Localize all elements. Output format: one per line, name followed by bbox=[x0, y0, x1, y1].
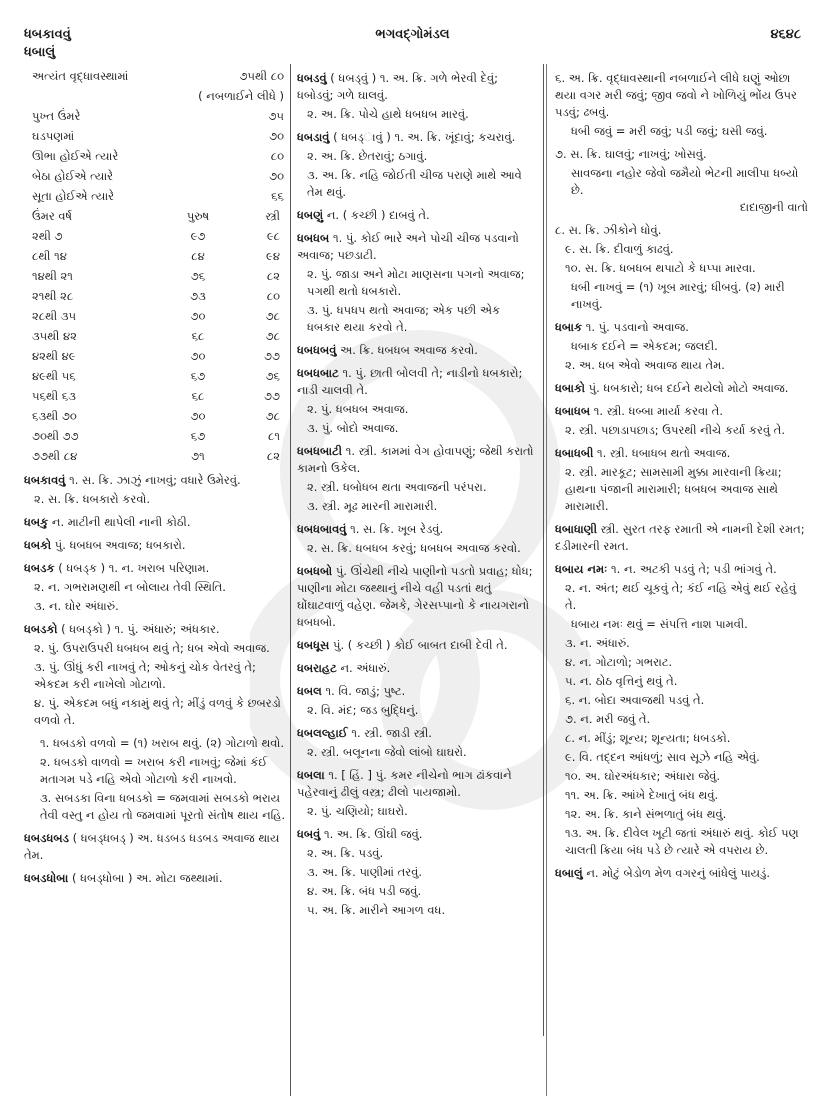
running-title: ભગવદ્ગોમંડલ bbox=[375, 27, 450, 42]
age-label: ઊભા હોઈએ ત્યારે bbox=[32, 148, 119, 163]
page-number: ૪૬૪૮ bbox=[770, 27, 801, 42]
entry-sense: ૧૧. અ. ક્રિ. આંખે દેખાતું બંધ થવું. bbox=[565, 788, 719, 802]
age-value: ૭૫થી ૮૦ bbox=[239, 68, 284, 83]
pulse-table-row bbox=[24, 386, 286, 406]
entry-sense bbox=[297, 106, 536, 123]
pulse-cell: ૬૭ bbox=[190, 428, 206, 443]
dictionary-entry bbox=[555, 146, 808, 216]
entry-sense bbox=[297, 230, 536, 264]
pulse-cell: ૭૧ bbox=[191, 448, 205, 463]
entry-sense bbox=[297, 167, 536, 201]
definition-text: ૧. વિ. જાડું; પુષ્ટ. bbox=[325, 684, 406, 698]
headword: ધબકો bbox=[24, 538, 52, 552]
dictionary-entry bbox=[24, 537, 286, 554]
dictionary-entry bbox=[297, 70, 536, 123]
definition-text: ૩. પું. બોદો અવાજ. bbox=[307, 421, 399, 435]
entry-sense bbox=[555, 241, 808, 258]
entry-sense bbox=[297, 401, 536, 418]
pulse-cell: ૭૭ bbox=[264, 348, 280, 363]
definition-text: ( ધબડ્વું ) ૧. અ. ક્રિ. ગળે ભેરવી દેવું; ધબોડવું; ગળે ઘાલવું. bbox=[297, 71, 498, 102]
pulse-cell: ૬૩થી ૭૦ bbox=[32, 408, 77, 423]
headword: ધબધબો bbox=[297, 564, 333, 578]
dictionary-entry bbox=[297, 207, 536, 224]
definition-text: ૨. અ. ક્રિ. છેતરાવું; ઠગાવું. bbox=[307, 149, 428, 163]
age-value: ૬૬ bbox=[271, 188, 284, 203]
pulse-cell: ૬૮ bbox=[191, 388, 205, 403]
pulse-cell: ૮૧ bbox=[268, 428, 280, 443]
definition-text: ૮. સ. ક્રિ. ઝીકોને ધોવું. bbox=[555, 223, 662, 237]
quote-source: દાદાજીની વાતો bbox=[739, 200, 808, 214]
definition-text: પું. ધબધબ અવાજ; ધબકારો. bbox=[54, 538, 186, 552]
pulse-cell: ૬૭ bbox=[190, 368, 206, 383]
definition-text: ૨. પું. ચણિયો; ઘાઘરો. bbox=[307, 804, 408, 818]
definition-text: ૧. સ્ત્રી. જાડી સ્ત્રી. bbox=[351, 726, 432, 740]
age-label: સૂતા હોઈએ ત્યારે bbox=[32, 188, 115, 203]
headword: ધબધબવું bbox=[297, 343, 337, 357]
pulse-cell: ૬૮ bbox=[191, 328, 205, 343]
definition-text: ૩. ન. ઘોર અંધારું. bbox=[34, 599, 119, 613]
definition-text: ૪. અ. ક્રિ. બંધ પડી જવું. bbox=[307, 884, 422, 898]
entry-sense bbox=[24, 472, 286, 489]
definition-text: પું. ધબકારો; ધબ દઈને થયેલો મોટો અવાજ. bbox=[588, 381, 789, 395]
age-row bbox=[24, 106, 286, 126]
dictionary-entry bbox=[24, 830, 286, 864]
entry-sense bbox=[24, 870, 286, 887]
definition-text: ( ધબડ્ધબડ્ ) અ. ધડબડ ધડબડ અવાજ થાય તેમ. bbox=[24, 831, 280, 862]
pulse-cell: ૮૪ bbox=[191, 248, 205, 263]
definition-text: ૧. સ્ત્રી. ધબાધબ થતો અવાજ. bbox=[597, 446, 731, 460]
entry-sense bbox=[555, 445, 808, 462]
entry-sense: ૨. અ. ધબ એવો અવાજ થાય તેમ. bbox=[565, 358, 725, 372]
definition-text: ન. ( કચ્છી ) દાબવું તે. bbox=[326, 208, 430, 222]
age-value: ( નબળાઈને લીધે ) bbox=[198, 88, 284, 103]
headword: ધબડવું bbox=[297, 71, 327, 85]
entry-sense bbox=[297, 266, 536, 300]
idiom-phrase: ૨. ધબડકો વાળવો = ખરાબ કરી નાખવું; જેમાં કંઈ મતાગમ પડે નહિ એવો ગોટાળો કરી નાખવો. bbox=[40, 755, 268, 786]
headword: ધબધબાટી bbox=[297, 444, 343, 458]
entry-sense bbox=[297, 302, 536, 336]
column-3 bbox=[546, 64, 808, 1096]
entry-sense bbox=[297, 563, 536, 631]
entry-sense bbox=[24, 514, 286, 531]
pulse-cell: ૭૦થી ૭૭ bbox=[32, 428, 79, 443]
entry-sense bbox=[297, 443, 536, 477]
pulse-table-row bbox=[24, 446, 286, 466]
pulse-table-row bbox=[24, 266, 286, 286]
age-row bbox=[24, 146, 286, 166]
entry-sense bbox=[555, 222, 808, 239]
definition-text: ૨. પું. ધબધબ અવાજ. bbox=[307, 402, 409, 416]
definition-text: ૧. સ્ત્રી. કામમાં વેગ હોવાપણું; જેથી કરાતો કામનો ઉકેલ. bbox=[297, 444, 534, 475]
column-header: પુરુષ bbox=[186, 208, 210, 223]
dictionary-entry bbox=[24, 514, 286, 531]
entry-sense bbox=[555, 260, 808, 277]
definition-text: ૨. પું. ઉપરાઉપરી ધબધબ થવું તે; ધબ એવો અવાજ. bbox=[34, 641, 270, 655]
definition-text: ૧. પું. કોઈ ભારે અને પોચી ચીજ પડવાનો અવાજ; પછડાટી. bbox=[297, 231, 519, 262]
dictionary-entry bbox=[297, 230, 536, 336]
headword: ધબાધાણી bbox=[555, 522, 597, 536]
age-label: પુખ્ત ઉંમરે bbox=[32, 108, 81, 123]
headword: ધબડધોબા bbox=[24, 871, 69, 885]
entry-sense: ૮. ન. મીંડું; શૂન્ય; શૂન્યતા; ધબડકો. bbox=[565, 731, 731, 745]
headword: ધબલ bbox=[297, 684, 322, 698]
dictionary-entry bbox=[297, 725, 536, 761]
entry-sense bbox=[297, 521, 536, 538]
pulse-table-row bbox=[24, 326, 286, 346]
definition-text: ૨. અ. ક્રિ. પોચે હાથે ધબધબ મારવું. bbox=[307, 107, 469, 121]
definition-text: ૧. પું. પડવાનો અવાજ. bbox=[585, 320, 689, 334]
headword: ધબડક bbox=[24, 561, 55, 575]
entry-sense bbox=[297, 365, 536, 399]
definition-text: ૧. ન. અટકી પડવું તે; પડી ભાંગવું તે. bbox=[611, 562, 777, 576]
entry-sense bbox=[555, 319, 808, 336]
dictionary-entry bbox=[297, 660, 536, 677]
dictionary-entry bbox=[297, 826, 536, 919]
pulse-table-row bbox=[24, 346, 286, 366]
pulse-cell: ૭૦ bbox=[190, 408, 206, 423]
pulse-cell: ૪૨થી ૪૯ bbox=[32, 348, 76, 363]
column-header: ઉંમર વર્ષ bbox=[32, 208, 73, 223]
dictionary-entry bbox=[24, 472, 286, 508]
entry-sense bbox=[297, 725, 536, 742]
definition-text: ૨. સ્ત્રી. મારકૂટ; સામસામી મુક્કા મારવાની ક્રિયા; હાથના પંજાની મારામારી; ધબધબ અવાજ સાથે મારામારી. bbox=[565, 465, 782, 513]
pulse-table-row bbox=[24, 366, 286, 386]
entry-sense bbox=[24, 640, 286, 657]
definition-text: પું. ( કચ્છી ) કોઈ બાબત દાબી દેવી તે. bbox=[333, 638, 508, 652]
headword: ધબાધબ bbox=[555, 404, 591, 418]
entry-sense bbox=[24, 560, 286, 577]
definition-text: ( ધબડ્ક ) ૧. ન. ખરાબ પરિણામ. bbox=[58, 561, 210, 575]
quote-text: સાવજના નહોર જેવો જમૈયો ભેટની માલીપા ધબ્યો છે. bbox=[571, 166, 799, 197]
headword: ધબાક bbox=[555, 320, 583, 334]
column-2 bbox=[290, 64, 536, 1096]
entry-sense bbox=[297, 902, 536, 919]
entry-sense bbox=[297, 702, 536, 719]
idiom-phrase: ૧. ધબડકો વળવો = (૧) ખરાબ થવું. (૨) ગોટાળો થવો. bbox=[40, 736, 285, 750]
dictionary-entry bbox=[297, 683, 536, 719]
definition-text: ૩. પું. ધપધપ થતો અવાજ; એક પછી એક ધબકાર થયા કરવો તે. bbox=[307, 303, 501, 334]
pulse-table-header bbox=[24, 206, 286, 226]
entry-sense bbox=[297, 207, 536, 224]
entry-sense: ૧૩. અ. ક્રિ. દીવેલ ખૂટી જતાં અંધારું થવું. કોઈ પણ ચાલતી ક્રિયા બંધ પડે છે ત્યારે એ વપરાય છે. bbox=[565, 826, 799, 857]
dictionary-entry bbox=[24, 560, 286, 615]
definition-text: ૭. સ. ક્રિ. ઘાલવું; નાખવું; ખોસવું. bbox=[555, 147, 707, 161]
headword: ધબકુ bbox=[24, 515, 49, 529]
dictionary-entry bbox=[555, 403, 808, 439]
definition-text: ૧. સ. ક્રિ. ખૂબ રેડવું. bbox=[350, 522, 444, 536]
headword: ધબધબ bbox=[297, 231, 330, 245]
age-label bbox=[24, 86, 164, 106]
entry-sense bbox=[297, 342, 536, 359]
pulse-cell: ૭૩ bbox=[190, 288, 206, 303]
entry-sense bbox=[297, 826, 536, 843]
dictionary-entry bbox=[555, 380, 808, 397]
dictionary-entry bbox=[555, 70, 808, 140]
pulse-table-row bbox=[24, 426, 286, 446]
age-label: અત્યંત વૃદ્ધાવસ્થામાં bbox=[32, 68, 129, 83]
pulse-cell: ૭૦ bbox=[190, 308, 206, 323]
guide-word-first: ધબકાવવું bbox=[24, 27, 71, 42]
pulse-cell: ૭૮ bbox=[265, 328, 280, 343]
headword: ધબલા bbox=[297, 768, 325, 782]
dictionary-entry bbox=[297, 767, 536, 820]
pulse-table-row bbox=[24, 246, 286, 266]
definition-text: ૨. સ. ક્રિ. ધબકારો કરવો. bbox=[34, 492, 151, 506]
pulse-cell: ૪૯થી ૫૬ bbox=[32, 368, 76, 383]
pulse-cell: ૭૭ bbox=[264, 388, 280, 403]
definition-text: ન. અંધારું. bbox=[340, 661, 391, 675]
pulse-cell: ૭૭થી ૮૪ bbox=[32, 448, 78, 463]
age-row bbox=[24, 166, 286, 186]
definition-text: ( ધબડ્ાવું ) ૧. અ. ક્રિ. ખૂંદાવું; કચરાવું. bbox=[333, 130, 516, 144]
definition-text: ન. મોટું બેડોળ મેળ વગરનું બાંધેલું પાયડું. bbox=[586, 866, 771, 880]
dictionary-entry bbox=[297, 521, 536, 557]
pulse-table-row bbox=[24, 306, 286, 326]
entry-sense bbox=[297, 70, 536, 104]
entry-sense bbox=[555, 380, 808, 397]
definition-text: ૧. [ હિં. ] પું. કમર નીચેનો ભાગ ઢાંકવાને પહેરવાનું ઢીલું વસ્ત્ર; ઢીલો પાયજામો. bbox=[297, 768, 512, 799]
headword: ધબકાવવું bbox=[24, 473, 66, 487]
entry-sense bbox=[297, 660, 536, 677]
pulse-cell: ૯૮ bbox=[266, 228, 280, 243]
column-divider bbox=[543, 64, 544, 1036]
age-label: ઘડપણમાં bbox=[32, 128, 75, 143]
entry-sense bbox=[555, 422, 808, 439]
age-value: ૭૫ bbox=[268, 108, 284, 123]
headword: ધબધૂસ bbox=[297, 638, 330, 652]
age-pulse-table bbox=[24, 66, 286, 466]
entry-sense bbox=[297, 129, 536, 146]
definition-text: ૩. અ. ક્રિ. પાણીમાં તરવું. bbox=[307, 865, 423, 879]
age-value: ૭૦ bbox=[269, 128, 284, 143]
dictionary-entry bbox=[297, 129, 536, 201]
entry-sense bbox=[24, 830, 286, 864]
age-row bbox=[24, 126, 286, 146]
dictionary-entry bbox=[555, 521, 808, 555]
definition-text: અ. ક્રિ. ધબધબ અવાજ કરવો. bbox=[340, 343, 478, 357]
definition-text: ૨. સ્ત્રી. પછાડાપછાડ; ઉપરથી નીચે કર્યા કરવું તે. bbox=[565, 423, 786, 437]
pulse-cell: ૮થી ૧૪ bbox=[32, 248, 67, 263]
headword: ધબડાવું bbox=[297, 130, 330, 144]
dictionary-entry bbox=[555, 445, 808, 515]
definition-text: ૨. અ. ક્રિ. પડવું. bbox=[307, 846, 384, 860]
pulse-cell: ૨૧થી ૨૮ bbox=[32, 288, 74, 303]
definition-text: ૧. સ્ત્રી. ધબ્બા માર્યા કરવા તે. bbox=[593, 404, 723, 418]
definition-text: ૩. સ્ત્રી. મૂઢ મારની મારામારી. bbox=[307, 499, 438, 513]
entry-sense: ૩. ન. અંધારું. bbox=[565, 636, 630, 650]
entry-sense bbox=[555, 865, 808, 882]
headword: ધબણું bbox=[297, 208, 324, 222]
definition-text: ૪. પું. એકદમ બધું નકામું થવું તે; મીંડું વળવું કે છબરડો વળવો તે. bbox=[34, 696, 281, 727]
entry-sense bbox=[555, 464, 808, 515]
pulse-table-row bbox=[24, 286, 286, 306]
pulse-cell: ૨થી ૭ bbox=[32, 228, 63, 243]
column-1 bbox=[24, 64, 286, 1096]
entry-sense: ૫. ન. ઠોઠ વૃત્તિનું થવું તે. bbox=[565, 674, 678, 688]
entry-sense bbox=[24, 491, 286, 508]
dictionary-entry bbox=[555, 865, 808, 882]
entry-sense: ૪. ન. ગોટાળો; ગભરાટ. bbox=[565, 655, 673, 669]
age-value: ૮૦ bbox=[270, 148, 284, 163]
dictionary-entry bbox=[297, 365, 536, 437]
pulse-cell: ૩૫થી ૪૨ bbox=[32, 328, 77, 343]
dictionary-entry bbox=[24, 870, 286, 887]
entry-sense bbox=[297, 148, 536, 165]
entry-sense bbox=[297, 883, 536, 900]
headword: ધબલલ્હાઈ bbox=[297, 726, 348, 740]
idiom-phrase: ધબાક દઈને = એકદમ; જલદી. bbox=[571, 339, 718, 353]
idiom-phrase: ધબી નાખવું = (૧) ખૂબ મારવું; ધીબવું. (૨) મારી નાખવું. bbox=[571, 280, 785, 311]
entry-sense bbox=[297, 864, 536, 881]
pulse-table-row bbox=[24, 226, 286, 246]
entry-sense bbox=[24, 579, 286, 596]
definition-text: ૨. સ્ત્રી. બલૂનના જેવો લાંબો ઘાઘરો. bbox=[307, 745, 467, 759]
definition-text: ૨. ન. ગભરામણથી ન બોલાય તેવી સ્થિતિ. bbox=[34, 580, 226, 594]
definition-text: ૧. અ. ક્રિ. ઊંઘી જવું. bbox=[323, 827, 423, 841]
entry-sense bbox=[297, 637, 536, 654]
entry-sense bbox=[297, 540, 536, 557]
definition-text: ૩. પું. ઊંધું કરી નાખવું તે; ઓકનું ચોક વેતરવું તે; એકદમ કરી નાખેલો ગોટાળો. bbox=[34, 660, 256, 691]
age-row bbox=[24, 86, 286, 106]
headword: ધબરાહટ bbox=[297, 661, 337, 675]
entry-sense bbox=[555, 561, 808, 578]
age-row bbox=[24, 66, 286, 86]
idiom-phrase: ૩. સબડકા વિના ધબડકો = જમવામાં સબડકો ભરાય તેવી વસ્તુ ન હોય તો જમવામાં પૂરતો સંતોષ થાય નહિ. bbox=[40, 791, 286, 822]
pulse-cell: ૭૬ bbox=[265, 368, 280, 383]
definition-text: ૩. અ. ક્રિ. નહિ જોઈતી ચીજ પરાણે માથે આવે તેમ થવું. bbox=[307, 168, 522, 199]
entry-sense bbox=[297, 744, 536, 761]
age-row bbox=[24, 186, 286, 206]
pulse-cell: ૭૮ bbox=[265, 408, 280, 423]
dictionary-entry bbox=[297, 563, 536, 631]
dictionary-entry bbox=[297, 637, 536, 654]
pulse-cell: ૨૮થી ૩૫ bbox=[32, 308, 77, 323]
headword: ધબડકો bbox=[24, 622, 58, 636]
pulse-cell: ૮૨ bbox=[266, 448, 280, 463]
idiom-phrase: ધબી જવું = મરી જવું; પડી જવું; ઘસી જવું. bbox=[571, 124, 768, 138]
idiom-phrase: ધબાય નમઃ થવું = સંપત્તિ નાશ પામવી. bbox=[571, 617, 748, 631]
entry-sense bbox=[24, 621, 286, 638]
guide-word-second: ધબાલું bbox=[24, 45, 56, 60]
definition-text: ૫. અ. ક્રિ. મારીને આગળ વધ. bbox=[307, 903, 446, 917]
definition-text: ૨. ન. અંત; થઈ ચૂકવું તે; કંઈ નહિ એવું થઈ રહેવું તે. bbox=[565, 581, 797, 612]
definition-text: ( ધબડ્ધોબા ) અ. મોટા જથ્થામાં. bbox=[71, 871, 223, 885]
pulse-cell: ૮૨ bbox=[266, 268, 280, 283]
headword: ધબાય નમઃ bbox=[555, 562, 608, 576]
pulse-cell: ૭૬ bbox=[190, 268, 206, 283]
dictionary-entry bbox=[297, 443, 536, 515]
entry-sense bbox=[555, 70, 808, 121]
entry-sense bbox=[297, 767, 536, 801]
definition-text: ૨. સ. ક્રિ. ધબધબ કરવું; ધબધબ અવાજ કરવો. bbox=[307, 541, 521, 555]
entry-sense bbox=[555, 521, 808, 555]
definition-text: ન. માટીની થાપેલી નાની કોઠી. bbox=[51, 515, 191, 529]
entry-sense bbox=[297, 845, 536, 862]
headword: ધબધબાટ bbox=[297, 366, 339, 380]
entry-sense bbox=[555, 403, 808, 420]
entry-sense: ૧૦. અ. ઘોરઅંધકાર; અંધારા જેવું. bbox=[565, 769, 721, 783]
entry-sense bbox=[297, 420, 536, 437]
pulse-cell: ૧૪થી ૨૧ bbox=[32, 268, 73, 283]
entry-sense: ૯. વિ. તદ્દન આંધળું; સાવ સૂઝે નહિ એવું. bbox=[565, 750, 760, 764]
entry-sense bbox=[555, 580, 808, 614]
definition-text: ૧૦. સ. ક્રિ. ધબધબ થપાટો કે ધપ્પા મારવા. bbox=[565, 261, 756, 275]
dictionary-entry bbox=[297, 342, 536, 359]
quotation bbox=[555, 165, 808, 216]
headword: ધબડધબડ bbox=[24, 831, 69, 845]
entry-sense bbox=[24, 695, 286, 729]
headword: ધબવું bbox=[297, 827, 321, 841]
entry-sense bbox=[24, 537, 286, 554]
headword: ધબાલું bbox=[555, 866, 583, 880]
headword: ધબાકો bbox=[555, 381, 585, 395]
age-label: બેઠા હોઈએ ત્યારે bbox=[32, 168, 114, 183]
headword: ધબધબાવવું bbox=[297, 522, 347, 536]
entry-sense bbox=[297, 479, 536, 496]
dictionary-entry bbox=[24, 735, 286, 824]
entry-sense bbox=[555, 146, 808, 163]
definition-text: ૧. પું. છાતી બોલવી તે; નાડીનો ધબકારો; નાડી ચાલવી તે. bbox=[297, 366, 523, 397]
definition-text: ૨. વિ. મંદ; જડ બુદ્ધિનું. bbox=[307, 703, 419, 717]
pulse-cell: ૮૦ bbox=[266, 288, 280, 303]
definition-text: ( ધબડ્કો ) ૧. પું. અંધારું; અંધકાર. bbox=[61, 622, 220, 636]
definition-text: ૨. પું. જાડા અને મોટા માણસના પગનો અવાજ; પગથી થતો ધબકારો. bbox=[307, 267, 525, 298]
pulse-table-row bbox=[24, 406, 286, 426]
dictionary-entry bbox=[24, 621, 286, 729]
dictionary-entry bbox=[555, 319, 808, 374]
definition-text: ૧. સ. ક્રિ. ઝાઝું નાખવું; વધારે ઉમેરવું. bbox=[69, 473, 241, 487]
pulse-cell: ૯૪ bbox=[266, 248, 280, 263]
dictionary-entry bbox=[555, 561, 808, 859]
entry-sense bbox=[297, 803, 536, 820]
definition-text: ૨. સ્ત્રી. ધબોધબ થતા અવાજની પરંપરા. bbox=[307, 480, 487, 494]
entry-sense bbox=[24, 598, 286, 615]
entry-sense: ૧૨. અ. ક્રિ. કાને સંભળાતું બંધ થવું. bbox=[565, 807, 727, 821]
entry-sense: ૭. ન. મરી જવું તે. bbox=[565, 712, 651, 726]
pulse-cell: ૫૬થી ૬૩ bbox=[32, 388, 76, 403]
entry-sense bbox=[297, 498, 536, 515]
entry-sense: ૬. ન. બોદા અવાજથી પડવું તે. bbox=[565, 693, 705, 707]
pulse-cell: ૯૭ bbox=[190, 228, 206, 243]
dictionary-entry bbox=[555, 222, 808, 313]
page-header bbox=[0, 0, 825, 60]
definition-text: પું. ઊંચેથી નીચે પાણીનો પડતો પ્રવાહ; ધોધ; પાણીના મોટા જથ્થાનું નીચે વહી પડતાં થતું ઘોંઘાટવાળું વહેણ. જેમકે, ગેરસપ્પાનો કે નાયગરાનો ધબધબો. bbox=[297, 564, 533, 629]
column-header: સ્ત્રી bbox=[265, 208, 280, 223]
entry-sense bbox=[24, 659, 286, 693]
headword: ધબાધબી bbox=[555, 446, 594, 460]
age-value: ૭૦ bbox=[269, 168, 284, 183]
pulse-cell: ૭૦ bbox=[190, 348, 206, 363]
definition-text: ૯. સ. ક્રિ. દીવાળું કાઢવું. bbox=[565, 242, 674, 256]
definition-text: ૬. અ. ક્રિ. વૃદ્ધાવસ્થાની નબળાઈને લીધે ઘણું ઓછા થયા વગર મરી જવું; જીવ જવો ને ખોળિયું ભોંય ઉપર પડવું; ઢબવું. bbox=[555, 71, 797, 119]
pulse-cell: ૭૮ bbox=[265, 308, 280, 323]
entry-sense bbox=[297, 683, 536, 700]
definition-text: સ્ત્રી. સુરત તરફ રમાતી એ નામની દેશી રમત; દડીમારની રમત. bbox=[555, 522, 805, 553]
